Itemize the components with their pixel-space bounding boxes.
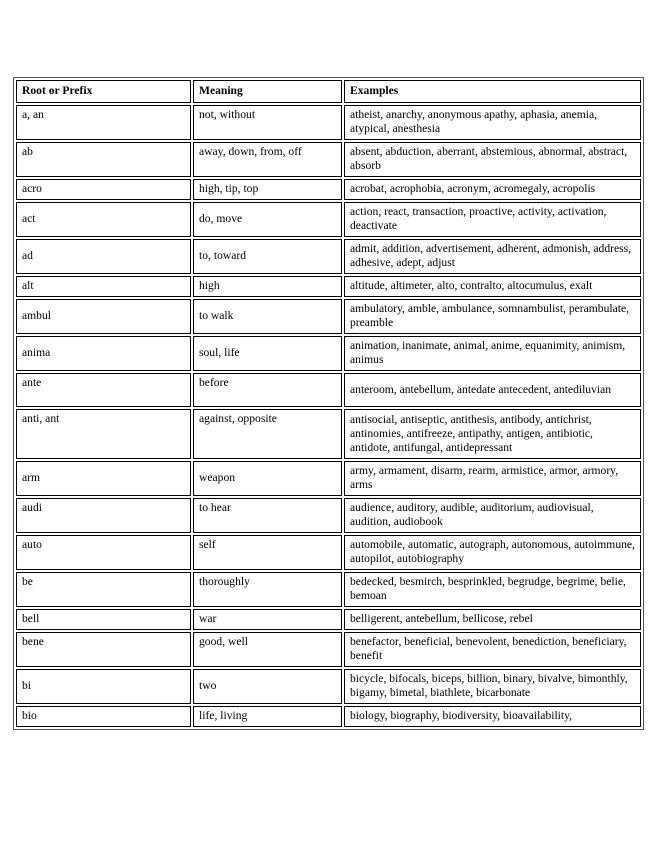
table-row xyxy=(16,299,641,334)
meaning-cell: against, opposite xyxy=(193,409,342,459)
table-row xyxy=(16,336,641,371)
meaning-cell: weapon xyxy=(193,461,342,496)
examples-cell: bicycle, bifocals, biceps, billion, binary, bivalve, bimonthly, bigamy, bimetal, biathlete, bicarbonate xyxy=(344,669,641,704)
root-cell: ab xyxy=(16,142,191,177)
meaning-cell: life, living xyxy=(193,706,342,727)
meaning-cell: two xyxy=(193,669,342,704)
prefix-table xyxy=(13,77,644,730)
root-cell: ad xyxy=(16,239,191,274)
root-cell: anti, ant xyxy=(16,409,191,459)
root-cell: bi xyxy=(16,669,191,704)
meaning-cell: to hear xyxy=(193,498,342,533)
table-row xyxy=(16,535,641,570)
examples-cell: benefactor, beneficial, benevolent, benediction, beneficiary, benefit xyxy=(344,632,641,667)
examples-cell: bedecked, besmirch, besprinkled, begrudge, begrime, belie, bemoan xyxy=(344,572,641,607)
examples-cell: ambulatory, amble, ambulance, somnambulist, perambulate, preamble xyxy=(344,299,641,334)
root-cell: anima xyxy=(16,336,191,371)
table-row xyxy=(16,669,641,704)
meaning-cell: war xyxy=(193,609,342,630)
table-row xyxy=(16,706,641,727)
examples-cell: atheist, anarchy, anonymous apathy, aphasia, anemia, atypical, anesthesia xyxy=(344,105,641,140)
meaning-cell: before xyxy=(193,373,342,407)
root-cell: act xyxy=(16,202,191,237)
meaning-cell: good, well xyxy=(193,632,342,667)
meaning-cell: thoroughly xyxy=(193,572,342,607)
examples-cell: audience, auditory, audible, auditorium, audiovisual, audition, audiobook xyxy=(344,498,641,533)
root-cell: bell xyxy=(16,609,191,630)
examples-cell: absent, abduction, aberrant, abstemious, abnormal, abstract, absorb xyxy=(344,142,641,177)
table-row xyxy=(16,202,641,237)
root-cell: be xyxy=(16,572,191,607)
meaning-cell: do, move xyxy=(193,202,342,237)
examples-cell: animation, inanimate, animal, anime, equanimity, animism, animus xyxy=(344,336,641,371)
header-row xyxy=(16,80,641,103)
root-cell: bene xyxy=(16,632,191,667)
examples-cell: altitude, altimeter, alto, contralto, altocumulus, exalt xyxy=(344,276,641,297)
table-row xyxy=(16,105,641,140)
table-row xyxy=(16,179,641,200)
examples-cell: army, armament, disarm, rearm, armistice, armor, armory, arms xyxy=(344,461,641,496)
examples-cell: biology, biography, biodiversity, bioavailability, xyxy=(344,706,641,727)
meaning-cell: soul, life xyxy=(193,336,342,371)
meaning-cell: away, down, from, off xyxy=(193,142,342,177)
meaning-cell: not, without xyxy=(193,105,342,140)
root-cell: arm xyxy=(16,461,191,496)
root-cell: ante xyxy=(16,373,191,407)
meaning-cell: self xyxy=(193,535,342,570)
table-row xyxy=(16,142,641,177)
table-row xyxy=(16,609,641,630)
meaning-cell: high, tip, top xyxy=(193,179,342,200)
header-root: Root or Prefix xyxy=(16,80,191,103)
root-cell: bio xyxy=(16,706,191,727)
examples-cell: automobile, automatic, autograph, autonomous, autoimmune, autopilot, autobiography xyxy=(344,535,641,570)
root-cell: alt xyxy=(16,276,191,297)
header-meaning: Meaning xyxy=(193,80,342,103)
root-cell: audi xyxy=(16,498,191,533)
root-cell: acro xyxy=(16,179,191,200)
root-cell: auto xyxy=(16,535,191,570)
table-row xyxy=(16,373,641,407)
meaning-cell: to walk xyxy=(193,299,342,334)
examples-cell: action, react, transaction, proactive, activity, activation, deactivate xyxy=(344,202,641,237)
examples-cell: antisocial, antiseptic, antithesis, antibody, antichrist, antinomies, antifreeze, antipathy, antigen, antibiotic, antidote, antifungal, antidepressant xyxy=(344,409,641,459)
table-row xyxy=(16,632,641,667)
examples-cell: anteroom, antebellum, antedate antecedent, antediluvian xyxy=(344,373,641,407)
table-row xyxy=(16,461,641,496)
meaning-cell: high xyxy=(193,276,342,297)
table-row xyxy=(16,409,641,459)
root-cell: ambul xyxy=(16,299,191,334)
table-row xyxy=(16,276,641,297)
table-row xyxy=(16,572,641,607)
meaning-cell: to, toward xyxy=(193,239,342,274)
table-row xyxy=(16,239,641,274)
examples-cell: admit, addition, advertisement, adherent, admonish, address, adhesive, adept, adjust xyxy=(344,239,641,274)
header-examples: Examples xyxy=(344,80,641,103)
examples-cell: acrobat, acrophobia, acronym, acromegaly, acropolis xyxy=(344,179,641,200)
root-cell: a, an xyxy=(16,105,191,140)
examples-cell: belligerent, antebellum, bellicose, rebel xyxy=(344,609,641,630)
table-row xyxy=(16,498,641,533)
